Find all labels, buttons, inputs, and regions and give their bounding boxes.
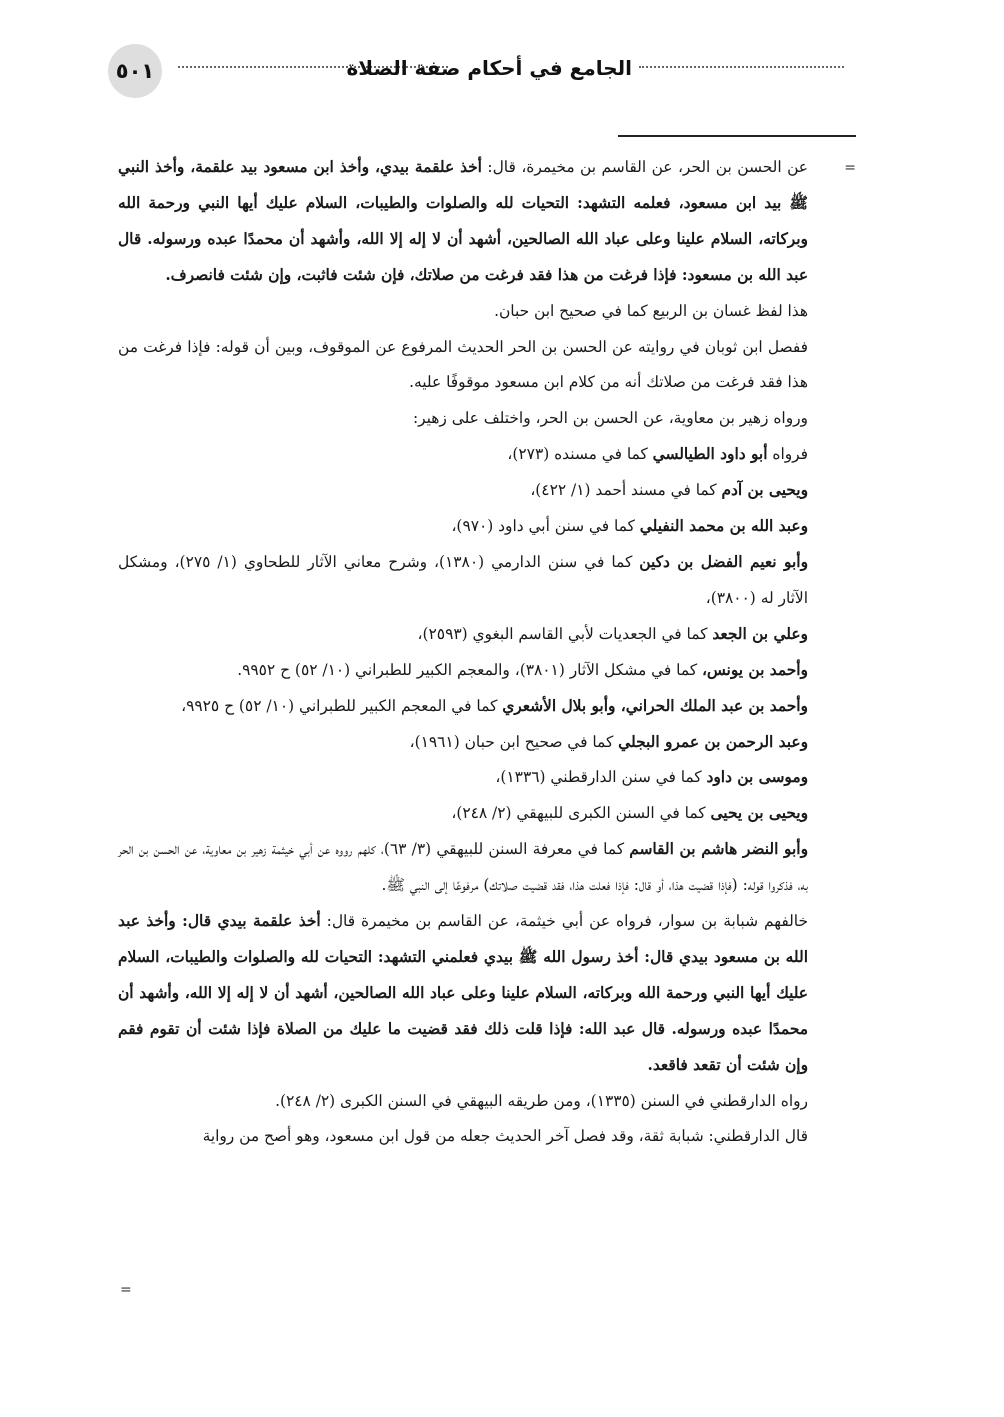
running-title: الجامع في أحكام صفة الصلاة (346, 56, 632, 80)
footnote-body (118, 150, 808, 1155)
narrator-entry (118, 832, 808, 904)
narrator-name: ويحيى بن يحيى (710, 804, 808, 823)
hadith-text: أخذ علقمة بيدي قال: وأخذ عبد الله بن مسعود بيدي قال: أخذ رسول الله ﷺ بيدي فعلمني التشهد: التحيات لله والصلوات والطيبات، السلام عليك أيها النبي ورحمة الله وبركاته، السلام علينا وعلى عباد الله الصالحين، أشهد أن لا إله إلا الله، وأشهد أن محمدًا عبده ورسوله. قال عبد الله: فإذا قلت ذلك فقد قضيت ما عليك من الصلاة فإذا شئت أن تقوم فقم وإن شئت أن تقعد فاقعد. (118, 912, 808, 1074)
narrator-entry (118, 617, 808, 653)
source-ref: كما في معرفة السنن للبيهقي (٣/ ٦٣)، كلهم رووه عن أبي خيثمة زهير بن معاوية، عن الحسن بن الحر به، فذكروا قوله: (فإذا قضيت هذا، أو قال: فإذا فعلت هذا، فقد قضيت صلاتك) مرفوعًا إلى النبي ﷺ. (118, 840, 808, 895)
source-ref: كما في مسنده (٢٧٣)، (507, 445, 653, 464)
paragraph: هذا لفظ غسان بن الربيع كما في صحيح ابن حبان. (494, 301, 808, 320)
page-number: ٥٠١ (108, 44, 162, 98)
narrator-name: وأحمد بن يونس، (701, 660, 808, 679)
narrator-entry (118, 473, 808, 509)
continuation-mark-top: = (844, 160, 856, 176)
narrator-entry (118, 725, 808, 761)
narrator-entry (118, 653, 808, 689)
paragraph: رواه الدارقطني في السنن (١٣٣٥)، ومن طريقه البيهقي في السنن الكبرى (٢/ ٢٤٨). (275, 1091, 808, 1110)
narrator-name: وأحمد بن عبد الملك الحراني، وأبو بلال الأشعري (502, 696, 808, 715)
narrator-entry (118, 760, 808, 796)
continuation-mark-bottom: = (120, 1282, 132, 1298)
paragraph (118, 904, 808, 1084)
narrator-name: وعلي بن الجعد (712, 624, 808, 643)
narrator-entry (118, 509, 808, 545)
hadith-text: أخذ علقمة بيدي، وأخذ ابن مسعود بيد علقمة، وأخذ النبي ﷺ بيد ابن مسعود، فعلمه التشهد: التحيات لله والصلوات والطيبات، السلام عليك أيها النبي ورحمة الله وبركاته، السلام علينا وعلى عباد الله الصالحين، أشهد أن لا إله إلا الله، وأشهد أن محمدًا عبده ورسوله. قال عبد الله بن مسعود: فإذا فرغت من هذا فقد فرغت من صلاتك، فإن شئت فاثبت، وإن شئت فانصرف. (118, 158, 808, 284)
source-ref: كما في السنن الكبرى للبيهقي (٢/ ٢٤٨)، (451, 804, 711, 823)
source-ref: كما في مسند أحمد (١/ ٤٢٢)، (530, 481, 722, 500)
paragraph: ففصل ابن ثوبان في روايته عن الحسن بن الحر الحديث المرفوع عن الموقوف، وبين أن قوله: فإذا فرغت من هذا فقد فرغت من صلاتك أنه من كلام ابن مسعود موقوفًا عليه. (118, 337, 808, 392)
plain-text: خالفهم شبابة بن سوار، فرواه عن أبي خيثمة، عن القاسم بن مخيمرة قال: (320, 912, 808, 931)
footnote-separator (618, 135, 856, 137)
paragraph (118, 150, 808, 294)
narrator-name: وعبد الرحمن بن عمرو البجلي (618, 732, 808, 751)
narrator-name: وأبو النضر هاشم بن القاسم (629, 840, 808, 859)
paragraph: قال الدارقطني: شبابة ثقة، وقد فصل آخر الحديث جعله من قول ابن مسعود، وهو أصح من رواية (202, 1127, 808, 1146)
narrator-entry (118, 437, 808, 473)
header-dotted-leader-right (639, 66, 844, 68)
narrator-name: وموسى بن داود (706, 768, 808, 787)
plain-text: فرواه (767, 445, 808, 464)
source-ref: كما في سنن أبي داود (٩٧٠)، (451, 517, 640, 536)
plain-text: عن الحسن بن الحر، عن القاسم بن مخيمرة، قال: (481, 158, 808, 176)
narrator-entry (118, 545, 808, 617)
page-header (108, 44, 844, 100)
narrator-entry (118, 689, 808, 725)
source-ref: كما في صحيح ابن حبان (١٩٦١)، (409, 732, 619, 751)
narrator-entry (118, 796, 808, 832)
source-ref: كما في الجعديات لأبي القاسم البغوي (٢٥٩٣)، (417, 624, 713, 643)
narrator-name: وعبد الله بن محمد النفيلي (639, 517, 808, 536)
narrator-name: أبو داود الطيالسي (652, 445, 768, 464)
source-ref: كما في مشكل الآثار (٣٨٠١)، والمعجم الكبير للطبراني (١٠/ ٥٢) ح ٩٩٥٢. (237, 660, 702, 679)
source-ref: كما في سنن الدارقطني (١٣٣٦)، (495, 768, 707, 787)
source-ref: كما في سنن الدارمي (١٣٨٠)، وشرح معاني الآثار للطحاوي (١/ ٢٧٥)، ومشكل الآثار له (٣٨٠٠)، (118, 552, 808, 607)
narrator-name: وأبو نعيم الفضل بن دكين (639, 552, 808, 571)
paragraph: ورواه زهير بن معاوية، عن الحسن بن الحر، واختلف على زهير: (412, 409, 808, 428)
source-ref: كما في المعجم الكبير للطبراني (١٠/ ٥٢) ح ٩٩٢٥، (181, 696, 503, 715)
narrator-name: ويحيى بن آدم (721, 481, 808, 500)
